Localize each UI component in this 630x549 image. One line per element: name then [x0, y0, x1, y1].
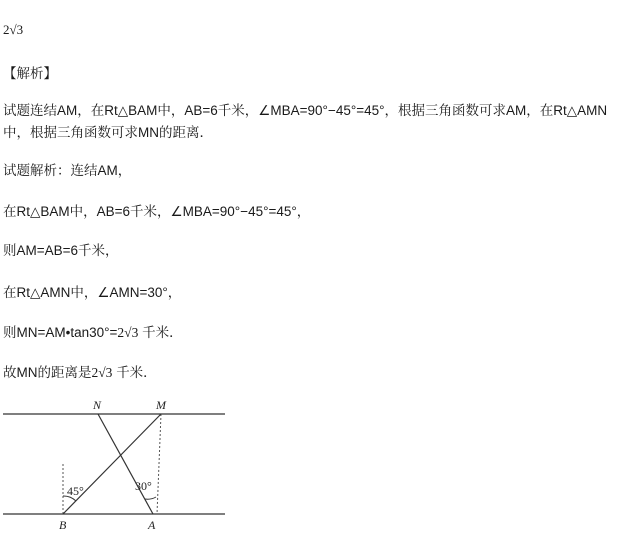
segment-na — [98, 414, 153, 514]
solution-step-3: 在Rt△AMN中，∠AMN=30°， — [3, 285, 182, 300]
label-m: M — [156, 398, 166, 412]
conclusion-line — [3, 361, 157, 381]
geometry-figure — [0, 388, 240, 548]
solution-step-2: 则AM=AB=6千米， — [3, 243, 119, 258]
angle-arc-a — [145, 497, 156, 499]
step4-value: 2√3 — [117, 325, 139, 340]
analysis-line-2: 中，根据三角函数可求MN的距离． — [3, 125, 213, 140]
answer-value: 2√3 — [3, 22, 24, 37]
solution-step-1: 在Rt△BAM中，AB=6千米，∠MBA=90°−45°=45°， — [3, 204, 311, 219]
step4-suffix: 千米． — [142, 325, 183, 340]
label-n: N — [93, 398, 102, 412]
label-a: A — [148, 518, 156, 532]
solution-step-4 — [3, 321, 183, 341]
analysis-line-1: 试题连结AM，在Rt△BAM中，AB=6千米，∠MBA=90°−45°=45°，根据三角函数可求AM，在Rt△AMN — [3, 103, 608, 118]
conclusion-value: 2√3 — [91, 365, 113, 380]
solution-intro: 试题解析：连结AM， — [3, 163, 132, 178]
angle-label-b: 45° — [67, 484, 84, 498]
conclusion-suffix: 千米． — [116, 365, 157, 380]
angle-label-a: 30° — [135, 479, 152, 493]
conclusion-prefix: 故MN的距离是 — [3, 365, 92, 380]
step4-prefix: 则MN=AM•tan30°= — [3, 325, 118, 340]
dashed-vertical-m — [157, 414, 161, 514]
analysis-heading: 【解析】 — [3, 66, 57, 81]
label-b: B — [59, 518, 67, 532]
